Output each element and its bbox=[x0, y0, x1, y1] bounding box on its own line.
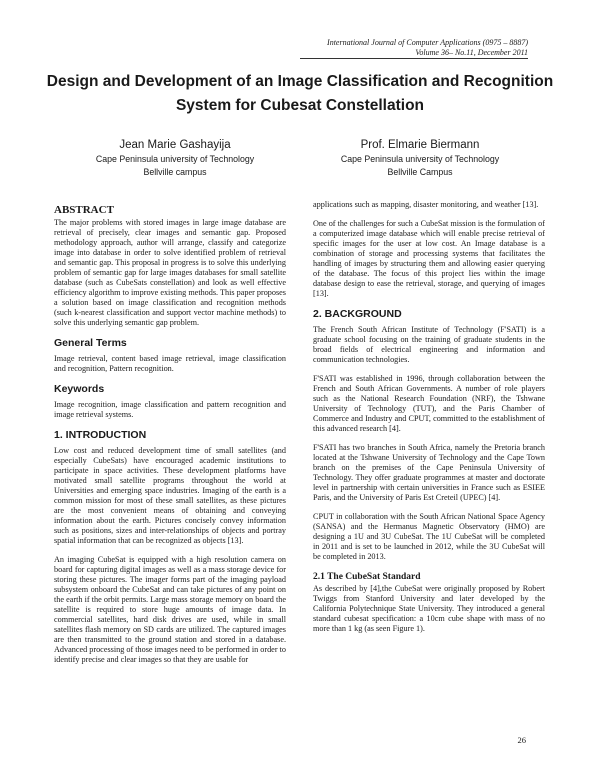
cubesat-standard-heading: 2.1 The CubeSat Standard bbox=[313, 572, 421, 582]
author-name: Jean Marie Gashayija bbox=[119, 139, 231, 151]
header-rule bbox=[300, 58, 528, 59]
introduction-paragraph-2: An imaging CubeSat is equipped with a high resolution camera on board for capturing digital images as well as a mass storage device for storing these pictures. The imager forms part of the imaging payload subsystem onboard the CubeSat and can take pictures of any point on the earth if the orbit permits. Large mass storage memory on board the satellite is required to store huge amounts of image data. In commercial satellites, hard disk drives are used, while in small satellites flash memory on SD cards are utilized. The captured images are then transmitted to the ground station and stored in a database. Advanced processing of those images need to be performed in order to identify precise and clear images so that they are usable for bbox=[54, 555, 286, 664]
author-affiliation: Cape Peninsula university of Technology bbox=[95, 154, 255, 164]
background-paragraph-1: The French South African Institute of Technology (F'SATI) is a graduate school focusing on the training of graduate students in the broad fields of electrical engineering and information and communication technologies. bbox=[313, 325, 545, 364]
background-heading: 2. BACKGROUND bbox=[313, 308, 402, 320]
author-affiliation: Cape Peninsula university of Technology bbox=[340, 154, 500, 164]
keywords-text: Image recognition, image classification and pattern recognition and image retrieval systems. bbox=[54, 400, 286, 419]
author-block-2 bbox=[305, 138, 535, 179]
author-campus: Bellville Campus bbox=[387, 167, 453, 177]
background-paragraph-4: CPUT in collaboration with the South African National Space Agency (SANSA) and the Hermanus Magnetic Observatory (HMO) are designing a 1U and 3U CubeSat. The 1U CubeSat will be completed in 2011 and is set to be launched in 2012, while the 3U CubeSat will be completed in 2013. bbox=[313, 512, 545, 561]
background-paragraph-3: F'SATI has two branches in South Africa, namely the Pretoria branch located at the Tshwane University of Technology and the Cape Town branch on the premises of the Cape Peninsula University of Technology. They offer graduate programmes at master and doctorate level in partnership with certain universities in France such as ESIEE Paris, and the University of Paris Est Creteil (UPEC) [4]. bbox=[313, 443, 545, 502]
cubesat-standard-text: As described by [4],the CubeSat were originally proposed by Robert Twiggs from Stanford University and later developed by the California Polytechnique State University. They introduced a general standard cubesat specification: a 10cm cube shape with mass of no more than 1 kg (as seen Figure 1). bbox=[313, 584, 545, 633]
introduction-heading: 1. INTRODUCTION bbox=[54, 429, 147, 441]
introduction-paragraph-4: One of the challenges for such a CubeSat mission is the formulation of a computerized image database which will enable precise retrieval of specific images for the user at low cost. An Image database is a combination of storage and processing systems that facilitates the handling of images by structuring them and allowing easier querying of the database. The focus of this project lies within the image database design to ease the retrieval, storage, and querying of images [13]. bbox=[313, 219, 545, 298]
author-block-1 bbox=[60, 138, 290, 179]
abstract-text: The major problems with stored images in large image database are retrieval of precisely, clear images and semantic gap. Proposed methodology approach, author will arrange, classify and categorize image into database in order to solve identified problem of retrieval and semantic gap. This proposal in progress is to solve this underlying problem of semantic gap for large images databases for small satellite database (such as CubeSats constellation) and look as well effective efficiency algorithm to improve existing methods. This paper proposes a solution based on image classification and recognition methods (such k-nearest classification and support vector machine methods) to solve this underlying semantic gap problem. bbox=[54, 218, 286, 327]
paper-title: Design and Development of an Image Classification and Recognition System for Cubesat Constellation bbox=[46, 73, 554, 114]
keywords-heading: Keywords bbox=[54, 383, 105, 395]
introduction-paragraph-3: applications such as mapping, disaster monitoring, and weather [13]. bbox=[313, 200, 539, 209]
general-terms-heading: General Terms bbox=[54, 337, 127, 349]
background-paragraph-2: F'SATI was established in 1996, through collaboration between the French and South African Governments. A number of role players such as the National Research Foundation (NRF), the Tshwane University of Technology (TUT), and the Paris Chamber of Commerce and Industry and CPUT, committed to the establishment of this advanced research [4]. bbox=[313, 374, 545, 433]
introduction-paragraph-1: Low cost and reduced development time of small satellites (and especially CubeSats) have encouraged academic institutions to participate in space activities. These development platforms have motivated small satellite programs throughout the world at Universities and emerging space industries. Imaging of the earth is a common mission for most of these small satellites, as these pictures are the most convenient means of obtaining and conveying information about the earth. Pictures concisely convey information such as positions, sizes and inter-relationships of objects and portray spatial information that can be recognized as objects [13]. bbox=[54, 446, 286, 545]
right-column bbox=[313, 200, 545, 643]
page-number: 26 bbox=[517, 735, 526, 745]
journal-volume: Volume 36– No.11, December 2011 bbox=[415, 48, 528, 57]
general-terms-text: Image retrieval, content based image retrieval, image classification and recognition, Pattern recognition. bbox=[54, 354, 286, 373]
author-name: Prof. Elmarie Biermann bbox=[360, 139, 480, 151]
journal-name: International Journal of Computer Applications (0975 – 8887) bbox=[327, 38, 528, 47]
author-campus: Bellville campus bbox=[143, 167, 207, 177]
abstract-heading: ABSTRACT bbox=[54, 204, 114, 216]
left-column bbox=[54, 204, 286, 674]
